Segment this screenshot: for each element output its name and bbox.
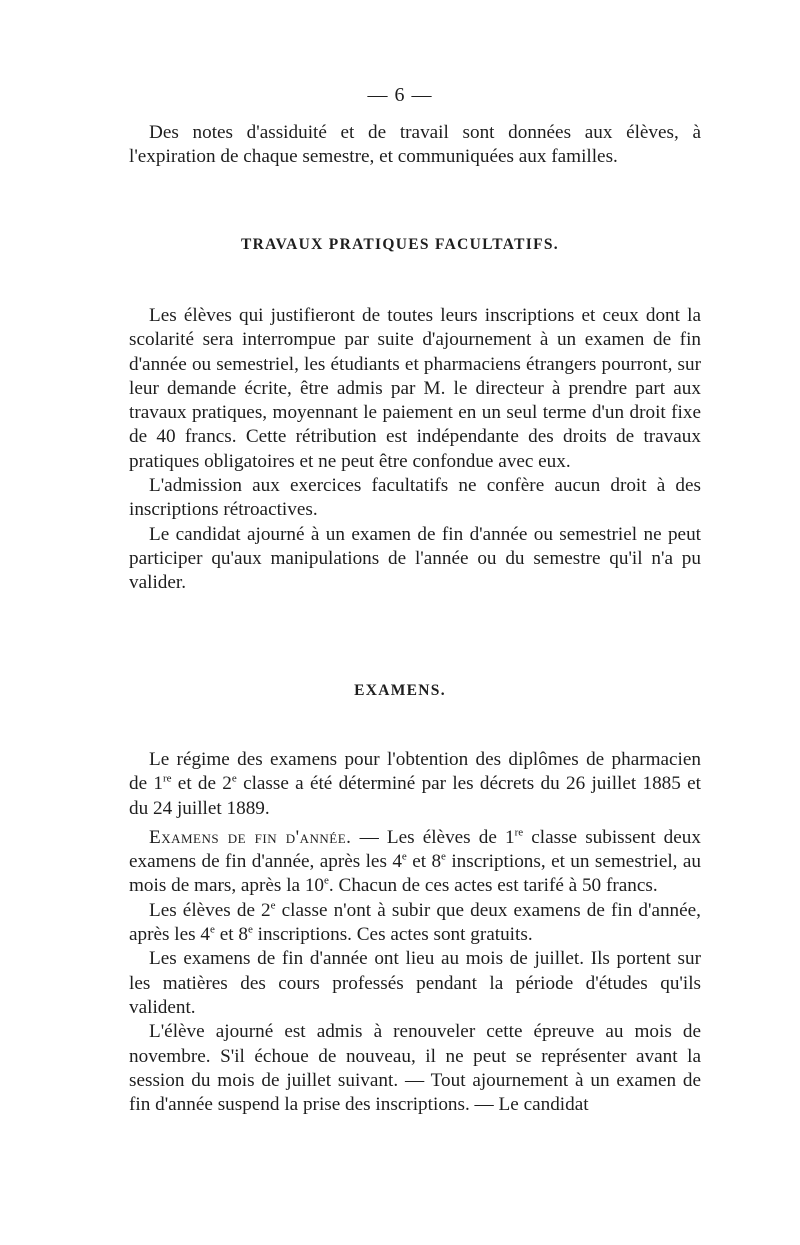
exam-p1-text-a: Le régime des examens pour l'obtention des diplômes de pharmacien de 1 xyxy=(129,749,701,795)
exam-paragraph-4: Les examens de fin d'année ont lieu au mois de juillet. Ils portent sur les matières des cours professés pendant la période d'études qu'ils valident. xyxy=(129,948,701,1018)
exam-p2-text-d: inscriptions, et un semestriel, au mois de mars, après la 10 xyxy=(129,851,701,897)
exam-paragraph-1 xyxy=(129,748,701,821)
tp-paragraph-3: Le candidat ajourné à un examen de fin d'année ou semestriel ne peut participer qu'aux manipulations de l'année ou du semestre qu'il n'a pu valider. xyxy=(129,523,701,594)
exam-p2-sup-4: e xyxy=(324,875,329,888)
exam-p3-text-b: classe n'ont à subir que deux examens de fin d'année, après les 4 xyxy=(129,899,701,946)
intro-block xyxy=(129,121,701,170)
section-heading-examens: EXAMENS. xyxy=(354,682,446,699)
exam-p3-text-a: Les élèves de 2 xyxy=(149,899,271,921)
exam-p2-label: Examens de fin d'année. xyxy=(149,826,352,848)
exam-p1-text-b: et de 2 xyxy=(171,773,232,795)
exam-p3-text-d: inscriptions. Ces actes sont gratuits. xyxy=(252,924,533,946)
examens-block xyxy=(129,748,701,1117)
exam-p1-sup-2: e xyxy=(231,772,237,785)
exam-p2-text-a: — Les élèves de 1 xyxy=(351,826,515,848)
exam-p3-sup-3: e xyxy=(247,923,253,936)
exam-p2-sup-3: e xyxy=(441,850,446,863)
exam-paragraph-2 xyxy=(129,826,701,899)
intro-paragraph: Des notes d'assiduité et de travail sont données aux élèves, à l'expiration de chaque semestre, et communiquées aux familles. xyxy=(129,122,701,168)
exam-p2-text-c: et 8 xyxy=(406,851,442,873)
exam-p3-text-c: et 8 xyxy=(214,924,248,946)
tp-paragraph-2: L'admission aux exercices facultatifs ne confère aucun droit à des inscriptions rétroactives. xyxy=(129,475,701,521)
exam-p2-sup-2: e xyxy=(401,850,407,863)
exam-p2-text-b: classe subissent deux examens de fin d'année, après les 4 xyxy=(129,826,701,873)
exam-p1-sup-1: re xyxy=(162,772,172,785)
exam-paragraph-5: L'élève ajourné est admis à renouveler cette épreuve au mois de novembre. S'il échoue de nouveau, il ne peut se représenter avant la session du mois de juillet suivant. — Tout ajournement à un examen de fin d'année suspend la prise des inscriptions. — Le candidat xyxy=(129,1021,701,1116)
page-number: — 6 — xyxy=(367,84,433,106)
travaux-pratiques-block xyxy=(129,304,701,596)
tp-paragraph-1: Les élèves qui justifieront de toutes leurs inscriptions et ceux dont la scolarité sera interrompue par suite d'ajournement à un examen de fin d'année ou semestriel, les étudiants et pharmaciens étrangers pourront, sur leur demande écrite, être admis par M. le directeur à prendre part aux travaux pratiques, moyennant le paiement en un seul terme d'un droit fixe de 40 francs. Cette rétribution est indépendante des droits de travaux pratiques obligatoires et ne peut être confondue avec eux. xyxy=(129,305,701,472)
exam-p3-sup-1: e xyxy=(270,899,276,912)
exam-p2-sup-1: re xyxy=(514,826,524,839)
exam-p2-text-e: . Chacun de ces actes est tarifé à 50 francs. xyxy=(328,875,658,897)
exam-paragraph-3 xyxy=(129,899,701,948)
exam-p1-text-c: classe a été déterminé par les décrets du 26 juillet 1885 et du 24 juillet 1889. xyxy=(129,773,701,819)
exam-p3-sup-2: e xyxy=(210,923,215,936)
section-heading-travaux-pratiques: TRAVAUX PRATIQUES FACULTATIFS. xyxy=(241,236,559,253)
